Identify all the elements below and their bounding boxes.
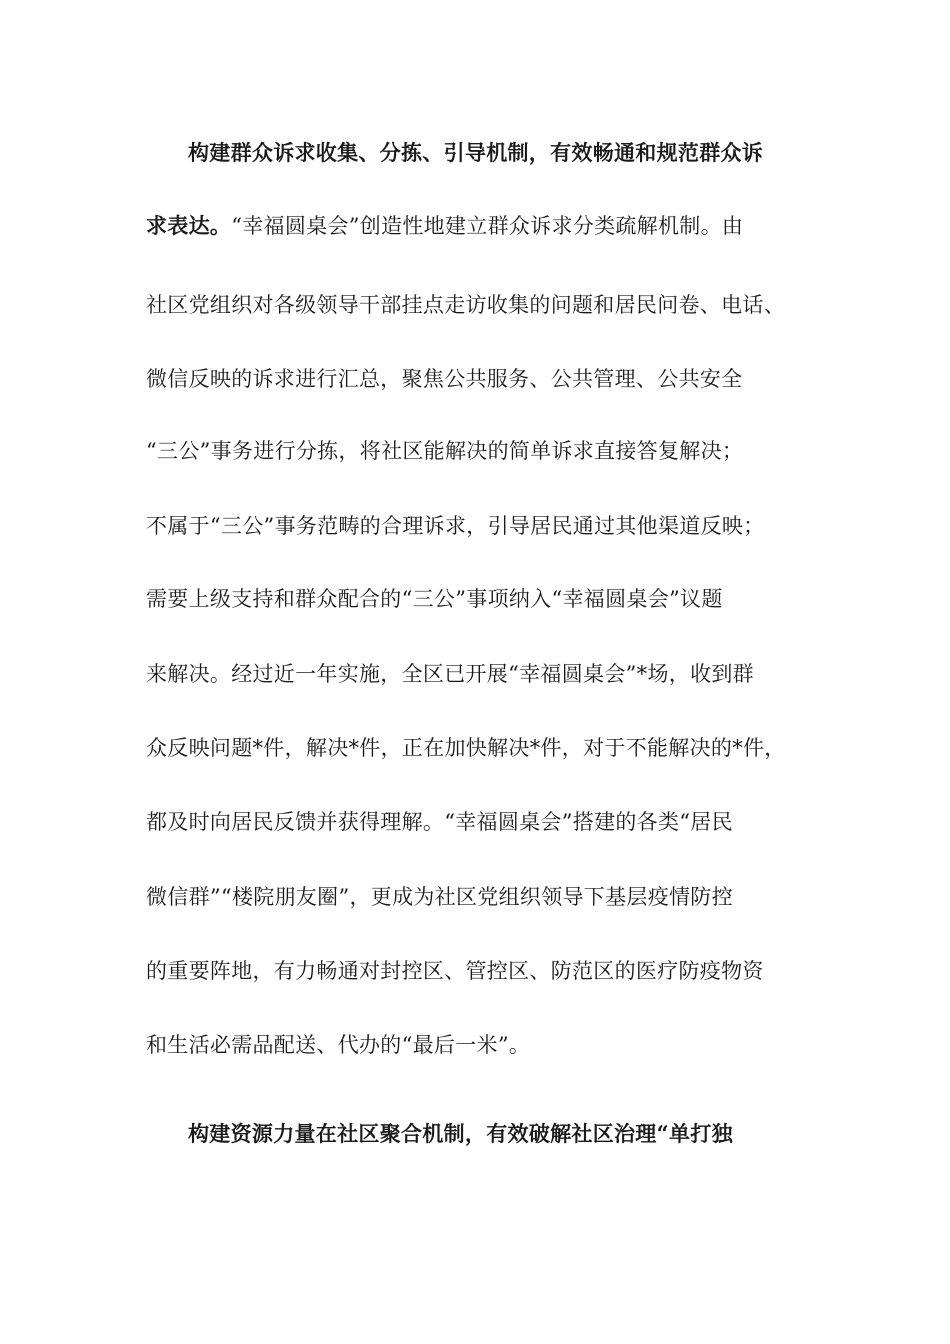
- paragraph1-line3: 社区党组织对各级领导干部挂点走访收集的问题和居民问卷、电话、: [146, 293, 785, 317]
- paragraph1-heading-line2: 求表达。: [146, 213, 232, 238]
- paragraph1-line4: 微信反映的诉求进行汇总，聚焦公共服务、公共管理、公共安全: [146, 367, 743, 391]
- paragraph1-line6: 不属于“三公”事务范畴的合理诉求，引导居民通过其他渠道反映；: [146, 514, 765, 538]
- paragraph1-line9: 众反映问题*件，解决*件，正在加快解决*件，对于不能解决的*件，: [146, 736, 786, 760]
- paragraph2-heading-line1: 构建资源力量在社区聚合机制，有效破解社区治理“单打独: [188, 1121, 733, 1146]
- paragraph1-line5: “三公”事务进行分拣，将社区能解决的简单诉求直接答复解决；: [146, 439, 744, 463]
- paragraph1-line8: 来解决。经过近一年实施，全区已开展“幸福圆桌会”*场，收到群: [146, 662, 754, 686]
- paragraph1-line10: 都及时向居民反馈并获得理解。“幸福圆桌会”搭建的各类“居民: [146, 810, 733, 834]
- paragraph1-line13: 和生活必需品配送、代办的“最后一米”。: [146, 1033, 531, 1057]
- paragraph1-line12: 的重要阵地，有力畅通对封控区、管控区、防范区的医疗防疫物资: [146, 959, 764, 983]
- paragraph1-line11: 微信群”“楼院朋友圈”，更成为社区党组织领导下基层疫情防控: [146, 885, 733, 909]
- paragraph1-line2-text: “幸福圆桌会”创造性地建立群众诉求分类疏解机制。由: [231, 214, 744, 238]
- paragraph1-heading-line1: 构建群众诉求收集、分拣、引导机制，有效畅通和规范群众诉: [188, 140, 764, 165]
- paragraph1-line2: [146, 212, 816, 240]
- paragraph1-line7: 需要上级支持和群众配合的“三公”事项纳入“幸福圆桌会”议题: [146, 587, 723, 611]
